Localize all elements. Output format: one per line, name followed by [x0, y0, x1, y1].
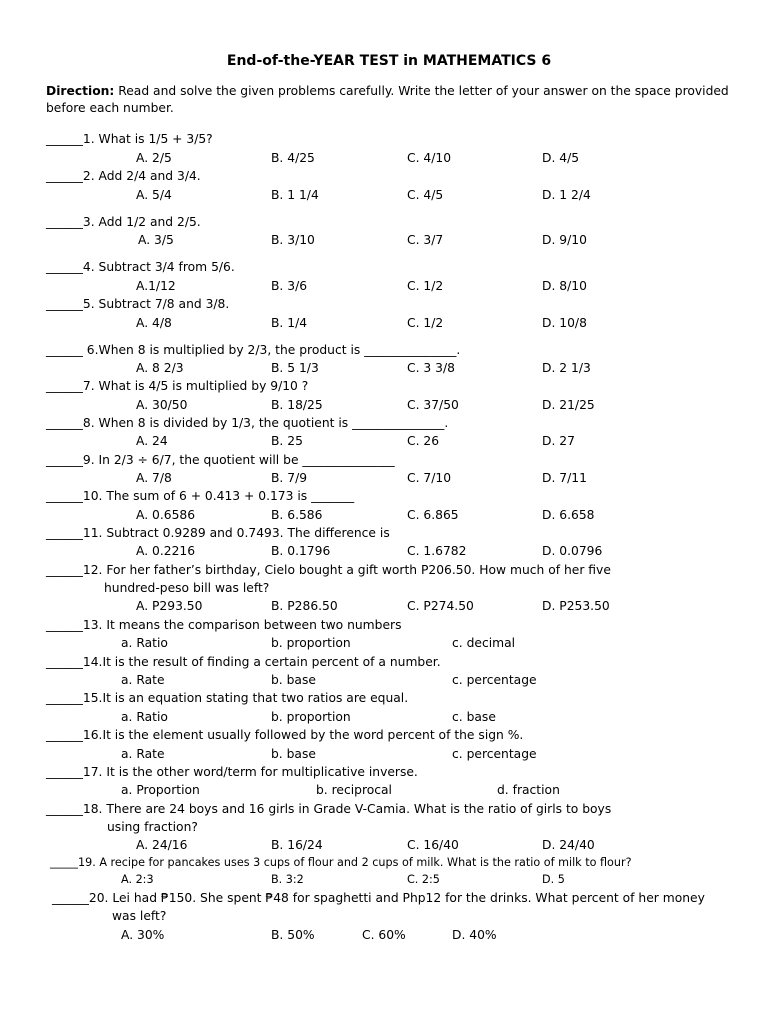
q6-choice-a: A. 8 2/3 [136, 361, 184, 375]
q8-choice-a: A. 24 [136, 434, 168, 448]
q9-choice-a: A. 7/8 [136, 471, 172, 485]
q18-choice-a: A. 24/16 [136, 838, 188, 852]
q11-choice-a: A. 0.2216 [136, 544, 196, 558]
question-3: ______3. Add 1/2 and 2/5. [46, 215, 201, 229]
question-10: ______10. The sum of 6 + 0.413 + 0.173 is _______ [46, 489, 355, 503]
q13-choice-c: c. decimal [452, 636, 516, 650]
q4-choice-b: B. 3/6 [271, 279, 308, 293]
q2-choice-a: A. 5/4 [136, 188, 172, 202]
q9-choice-d: D. 7/11 [542, 471, 587, 485]
question-12: ______12. For her father’s birthday, Cielo bought a gift worth P206.50. How much of her five [46, 563, 611, 577]
q14-choice-a: a. Rate [121, 673, 165, 687]
q7-choice-d: D. 21/25 [542, 398, 595, 412]
q17-choice-a: a. Proportion [121, 783, 200, 797]
q10-choice-a: A. 0.6586 [136, 508, 196, 522]
q5-choice-c: C. 1/2 [407, 316, 444, 330]
q19-choice-c: C. 2:5 [407, 873, 440, 886]
q12-choice-a: A. P293.50 [136, 599, 203, 613]
q16-choice-b: b. base [271, 747, 316, 761]
q8-choice-d: D. 27 [542, 434, 575, 448]
q3-choice-c: C. 3/7 [407, 233, 444, 247]
question-16: ______16.It is the element usually followed by the word percent of the sign %. [46, 728, 524, 742]
q12-choice-d: D. P253.50 [542, 599, 610, 613]
question-4: ______4. Subtract 3/4 from 5/6. [46, 260, 235, 274]
q18-choice-b: B. 16/24 [271, 838, 323, 852]
q8-choice-b: B. 25 [271, 434, 303, 448]
question-13: ______13. It means the comparison between two numbers [46, 618, 402, 632]
q20-choice-b: B. 50% [271, 928, 315, 942]
question-18-line2: using fraction? [107, 820, 198, 834]
direction-text: Read and solve the given problems carefully. Write the letter of your answer on the space provided [114, 84, 729, 98]
q12-choice-c: C. P274.50 [407, 599, 474, 613]
q11-choice-d: D. 0.0796 [542, 544, 603, 558]
q9-choice-b: B. 7/9 [271, 471, 308, 485]
q2-choice-c: C. 4/5 [407, 188, 444, 202]
q9-choice-c: C. 7/10 [407, 471, 452, 485]
q20-choice-a: A. 30% [121, 928, 165, 942]
q10-choice-c: C. 6.865 [407, 508, 459, 522]
question-17: ______17. It is the other word/term for multiplicative inverse. [46, 765, 418, 779]
question-11: ______11. Subtract 0.9289 and 0.7493. The difference is [46, 526, 390, 540]
q19-choice-b: B. 3:2 [271, 873, 304, 886]
direction-label: Direction: [46, 84, 115, 98]
q5-choice-d: D. 10/8 [542, 316, 587, 330]
question-1: ______1. What is 1/5 + 3/5? [46, 132, 213, 146]
q17-choice-d: d. fraction [497, 783, 560, 797]
q1-choice-a: A. 2/5 [136, 151, 172, 165]
q2-choice-b: B. 1 1/4 [271, 188, 319, 202]
direction-line [46, 85, 729, 97]
page-title: End-of-the-YEAR TEST in MATHEMATICS 6 [226, 53, 552, 69]
q6-choice-b: B. 5 1/3 [271, 361, 319, 375]
q12-choice-b: B. P286.50 [271, 599, 338, 613]
q4-choice-c: C. 1/2 [407, 279, 444, 293]
q15-choice-b: b. proportion [271, 710, 351, 724]
q18-choice-d: D. 24/40 [542, 838, 595, 852]
q15-choice-c: c. base [452, 710, 496, 724]
question-12-line2: hundred-peso bill was left? [104, 581, 270, 595]
q8-choice-c: C. 26 [407, 434, 440, 448]
q13-choice-b: b. proportion [271, 636, 351, 650]
q14-choice-c: c. percentage [452, 673, 537, 687]
q14-choice-b: b. base [271, 673, 316, 687]
question-5: ______5. Subtract 7/8 and 3/8. [46, 297, 230, 311]
q5-choice-a: A. 4/8 [136, 316, 172, 330]
q11-choice-c: C. 1.6782 [407, 544, 467, 558]
q16-choice-c: c. percentage [452, 747, 537, 761]
q20-choice-d: D. 40% [452, 928, 497, 942]
q16-choice-a: a. Rate [121, 747, 165, 761]
q20-choice-c: C. 60% [362, 928, 406, 942]
q18-choice-c: C. 16/40 [407, 838, 459, 852]
q7-choice-a: A. 30/50 [136, 398, 188, 412]
q7-choice-c: C. 37/50 [407, 398, 459, 412]
q7-choice-b: B. 18/25 [271, 398, 323, 412]
question-14: ______14.It is the result of finding a certain percent of a number. [46, 655, 441, 669]
q10-choice-b: B. 6.586 [271, 508, 323, 522]
question-9: ______9. In 2/3 ÷ 6/7, the quotient will be _______________ [46, 453, 395, 467]
q1-choice-c: C. 4/10 [407, 151, 452, 165]
question-15: ______15.It is an equation stating that two ratios are equal. [46, 691, 409, 705]
q2-choice-d: D. 1 2/4 [542, 188, 591, 202]
q11-choice-b: B. 0.1796 [271, 544, 331, 558]
q1-choice-d: D. 4/5 [542, 151, 580, 165]
question-19: _____19. A recipe for pancakes uses 3 cups of flour and 2 cups of milk. What is the ratio of milk to flour? [50, 856, 632, 869]
q19-choice-a: A. 2:3 [121, 873, 154, 886]
direction-text-line2: before each number. [46, 101, 174, 115]
q3-choice-d: D. 9/10 [542, 233, 587, 247]
question-6: ______ 6.When 8 is multiplied by 2/3, the product is _______________. [46, 343, 461, 357]
question-18: ______18. There are 24 boys and 16 girls in Grade V-Camia. What is the ratio of girls to boys [46, 802, 612, 816]
question-2: ______2. Add 2/4 and 3/4. [46, 169, 201, 183]
q3-choice-a: A. 3/5 [138, 233, 174, 247]
q4-choice-a: A.1/12 [136, 279, 176, 293]
question-8: ______8. When 8 is divided by 1/3, the quotient is _______________. [46, 416, 449, 430]
q10-choice-d: D. 6.658 [542, 508, 595, 522]
q3-choice-b: B. 3/10 [271, 233, 315, 247]
q6-choice-d: D. 2 1/3 [542, 361, 591, 375]
question-20-line2: was left? [112, 909, 167, 923]
q15-choice-a: a. Ratio [121, 710, 168, 724]
q19-choice-d: D. 5 [542, 873, 565, 886]
q13-choice-a: a. Ratio [121, 636, 168, 650]
q17-choice-b: b. reciprocal [316, 783, 392, 797]
question-20: ______20. Lei had ₱150. She spent ₱48 for spaghetti and Php12 for the drinks. What percent of her money [52, 891, 705, 905]
question-7: ______7. What is 4/5 is multiplied by 9/10 ? [46, 379, 309, 393]
q1-choice-b: B. 4/25 [271, 151, 315, 165]
q6-choice-c: C. 3 3/8 [407, 361, 455, 375]
q4-choice-d: D. 8/10 [542, 279, 587, 293]
q5-choice-b: B. 1/4 [271, 316, 308, 330]
